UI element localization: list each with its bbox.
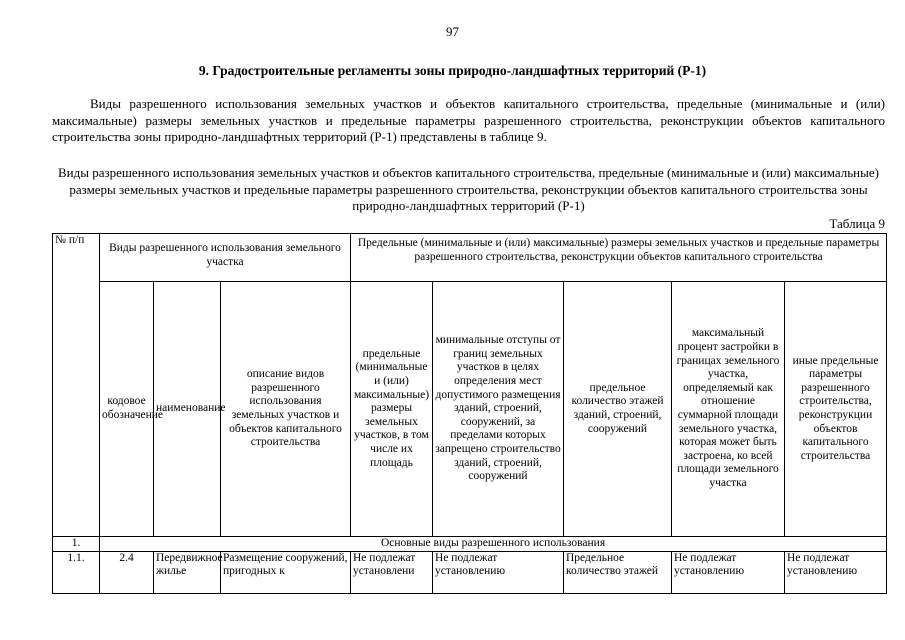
header-other: иные предельные параметры разрешенного строительства, реконструкции объектов капитального строительства <box>785 282 887 537</box>
header-group-uses: Виды разрешенного использования земельного участка <box>100 234 351 282</box>
row-num: 1.1. <box>53 551 100 593</box>
row-coverage: Не подлежат установлению <box>672 551 785 593</box>
regulations-table <box>52 233 887 594</box>
header-group-params: Предельные (минимальные и (или) максимальные) размеры земельных участков и предельные параметры разрешенного строительства, реконструкции объектов капитального строительства <box>351 234 887 282</box>
header-setbacks: минимальные отступы от границ земельных участков в целях определения мест допустимого размещения зданий, строений, сооружений, за пределами которых запрещено строительство зданий, строений, сооружений <box>433 282 564 537</box>
header-code: кодовое обозначение <box>100 282 154 537</box>
row-other: Не подлежат установлению <box>785 551 887 593</box>
row-setbacks: Не подлежат установлению <box>433 551 564 593</box>
header-row-columns <box>53 282 887 537</box>
intro-paragraph: Виды разрешенного использования земельных участков и объектов капитального строительства, предельные (минимальные и (или) максимальные) размеры земельных участков и предельные параметры разрешенного строительства, реконструкции объектов капитального строительства зоны природно-ландшафтных территорий (Р-1) представлены в таблице 9. <box>52 96 885 144</box>
section-heading: 9. Градостроительные регламенты зоны природно-ландшафтных территорий (Р-1) <box>198 63 707 78</box>
page-number: 97 <box>446 24 459 39</box>
row-code: 2.4 <box>100 551 154 593</box>
header-num: № п/п <box>53 234 100 537</box>
row-name: Передвижное жилье <box>154 551 221 593</box>
section-num: 1. <box>53 537 100 552</box>
row-plot-size: Не подлежат установлени <box>351 551 433 593</box>
header-coverage: максимальный процент застройки в границах земельного участка, определяемый как отношение суммарной площади земельного участка, которая может быть застроена, ко всей площади земельного участка <box>672 282 785 537</box>
section-row <box>53 537 887 552</box>
table-caption: Виды разрешенного использования земельных участков и объектов капитального строительства, предельные (минимальные и (или) максимальные) размеры земельных участков и предельные параметры разрешенного строительства, реконструкции объектов капитального строительства зоны природно-ландшафтных территорий (Р-1) <box>58 165 879 213</box>
row-floors: Предельное количество этажей <box>564 551 672 593</box>
header-description: описание видов разрешенного использования земельных участков и объектов капитального строительства <box>221 282 351 537</box>
row-description: Размещение сооружений, пригодных к <box>221 551 351 593</box>
header-floors: предельное количество этажей зданий, строений, сооружений <box>564 282 672 537</box>
section-title: Основные виды разрешенного использования <box>100 537 887 552</box>
header-row-group <box>53 234 887 282</box>
header-name: наименование <box>154 282 221 537</box>
header-plot-size: предельные (минимальные и (или) максимальные) размеры земельных участков, в том числе их площадь <box>351 282 433 537</box>
table-row <box>53 551 887 593</box>
table-label: Таблица 9 <box>829 216 885 231</box>
